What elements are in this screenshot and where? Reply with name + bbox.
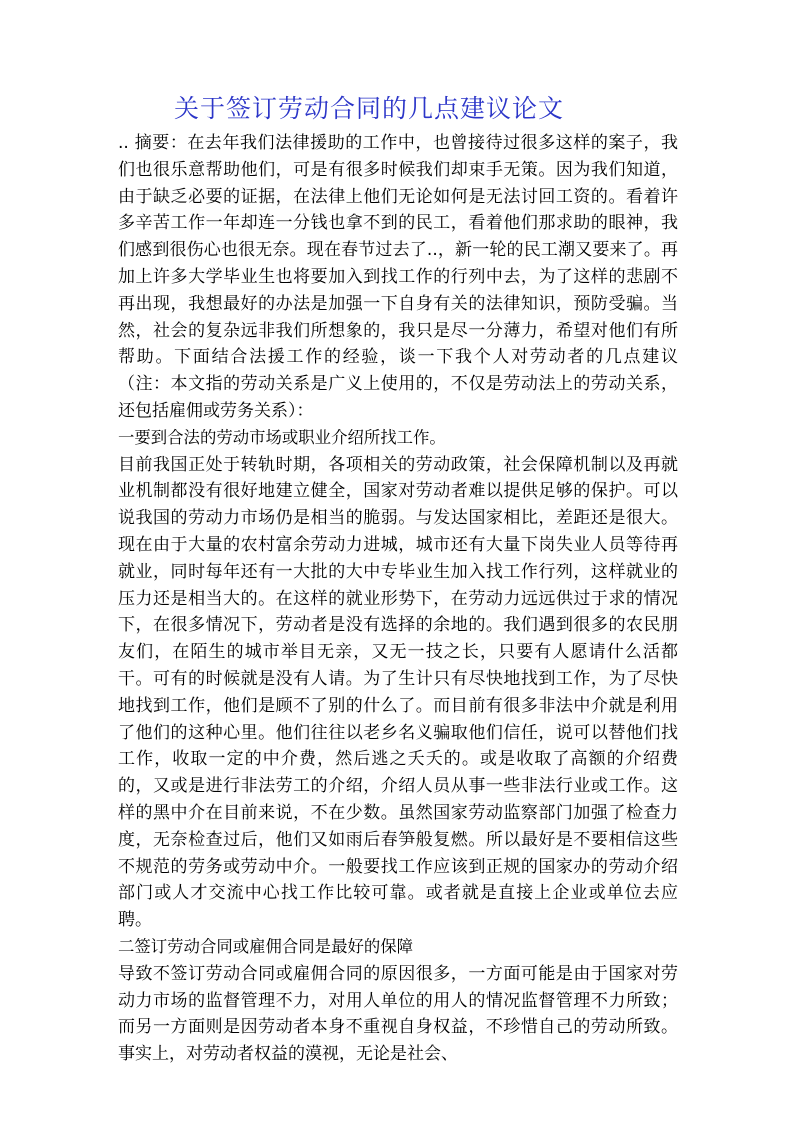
abstract-paragraph: .. 摘要：在去年我们法律援助的工作中，也曾接待过很多这样的案子，我们也很乐意帮助他们，可是有很多时候我们却束手无策。因为我们知道，由于缺乏必要的证据，在法律上他们无论如何是无法讨回工资的。看着许多辛苦工作一年却连一分钱也拿不到的民工，看着他们那求助的眼神，我们感到很伤心也很无奈。现在春节过去了..，新一轮的民工潮又要来了。再加上许多大学毕业生也将要加入到找工作的行列中去，为了这样的悲剧不再出现，我想最好的办法是加强一下自身有关的法律知识，预防受骗。当然，社会的复杂远非我们所想象的，我只是尽一分薄力，希望对他们有所帮助。下面结合法援工作的经验，谈一下我个人对劳动者的几点建议（注：本文指的劳动关系是广义上使用的，不仅是劳动法上的劳动关系，还包括雇佣或劳务关系）： <box>118 133 678 421</box>
section-heading-1: 一要到合法的劳动市场或职业介绍所找工作。 <box>118 427 446 447</box>
section-heading-2: 二签订劳动合同或雇佣合同是最好的保障 <box>118 936 414 956</box>
document-title: 关于签订劳动合同的几点建议论文 <box>174 94 565 123</box>
body-paragraph-1: 目前我国正处于转轨时期，各项相关的劳动政策，社会保障机制以及再就业机制都没有很好地建立健全，国家对劳动者难以提供足够的保护。可以说我国的劳动力市场仍是相当的脆弱。与发达国家相比，差距还是很大。现在由于大量的农村富余劳动力进城，城市还有大量下岗失业人员等待再就业，同时每年还有一大批的大中专毕业生加入找工作行列，这样就业的压力还是相当大的。在这样的就业形势下，在劳动力远远供过于求的情况下，在很多情况下，劳动者是没有选择的余地的。我们遇到很多的农民朋友们，在陌生的城市举目无亲，又无一技之长，只要有人愿请什么活都干。可有的时候就是没有人请。为了生计只有尽快地找到工作，为了尽快地找到工作，他们是顾不了别的什么了。而目前有很多非法中介就是利用了他们的这种心里。他们往往以老乡名义骗取他们信任，说可以替他们找工作，收取一定的中介费，然后逃之夭夭的。或是收取了高额的介绍费的，又或是进行非法劳工的介绍，介绍人员从事一些非法行业或工作。这样的黑中介在目前来说，不在少数。虽然国家劳动监察部门加强了检查力度，无奈检查过后，他们又如雨后春笋般复燃。所以最好是不要相信这些不规范的劳务或劳动中介。一般要找工作应该到正规的国家办的劳动介绍部门或人才交流中心找工作比较可靠。或者就是直接上企业或单位去应聘。 <box>118 454 678 931</box>
document-body <box>118 130 678 1068</box>
body-paragraph-2: 导致不签订劳动合同或雇佣合同的原因很多，一方面可能是由于国家对劳动力市场的监督管理不力，对用人单位的用人的情况监督管理不力所致；而另一方面则是因劳动者本身不重视自身权益，不珍惜自己的劳动所致。事实上，对劳动者权益的漠视，无论是社会、 <box>118 963 678 1065</box>
